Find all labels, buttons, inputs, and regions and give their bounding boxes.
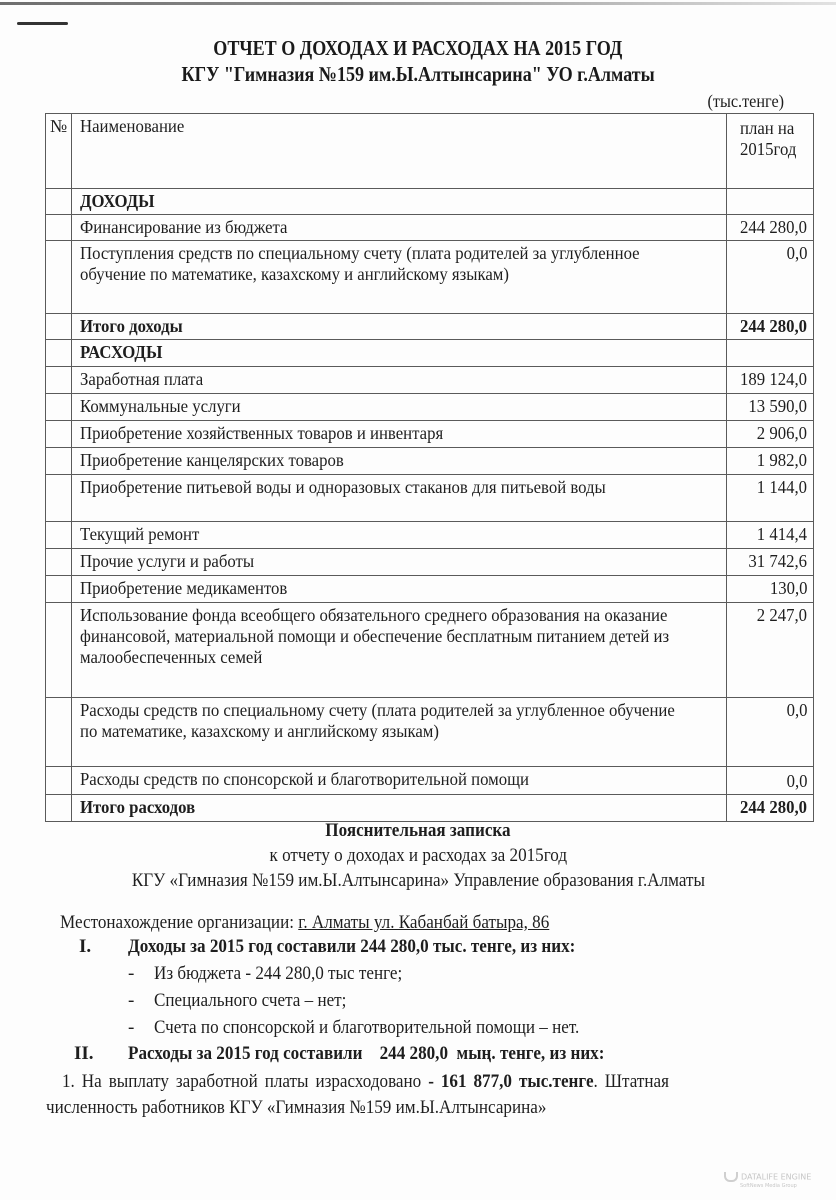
table-row [46,215,814,241]
table-row-total-income [46,314,814,340]
list-item: - Счета по спонсорской и благотворительной помощи – нет. [128,1017,580,1038]
row-value: 2 906,0 [727,421,814,448]
income-expense-table [45,113,814,822]
note-organization: КГУ «Гимназия №159 им.Ы.Алтынсарина» Управление образования г.Алматы [131,870,705,891]
section-2-text: Расходы за 2015 год составили 244 280,0 мың. тенге, из них: [128,1043,605,1064]
row-value: 244 280,0 [727,795,814,822]
scan-edge-line [0,2,836,5]
report-subtitle: КГУ "Гимназия №159 им.Ы.Алтынсарина" УО г.Алматы [181,62,655,86]
row-value: 13 590,0 [727,394,814,421]
row-value: 0,0 [727,767,814,795]
row-value: 1 144,0 [727,475,814,522]
address-line [60,912,604,934]
row-name: Финансирование из бюджета [72,215,727,241]
header-plan: план на 2015год [727,114,814,189]
row-value: 130,0 [727,576,814,603]
row-value: 244 280,0 [727,215,814,241]
row-name: Приобретение медикаментов [72,576,727,603]
datalife-logo-icon [724,1172,738,1182]
note-subheading: к отчету о доходах и расходах за 2015год [269,845,567,866]
row-value: 1 414,4 [727,522,814,549]
row-value: 2 247,0 [727,603,814,698]
table-row [46,241,814,314]
section-1-text: Доходы за 2015 год составили 244 280,0 тыс. тенге, из них: [128,936,576,957]
row-name: Коммунальные услуги [72,394,727,421]
row-name: Прочие услуги и работы [72,549,727,576]
table-row [46,367,814,394]
row-name: Поступления средств по специальному счету (плата родителей за углубленное обучение по математике, казахскому и английскому языкам) [72,241,727,314]
row-value: 189 124,0 [727,367,814,394]
table-row [46,475,814,522]
table-row [46,549,814,576]
table-row [46,767,814,795]
table-row [46,698,814,767]
row-value: 31 742,6 [727,549,814,576]
address-label: Местонахождение организации: [60,912,299,933]
table-row [46,603,814,698]
table-row [46,421,814,448]
row-value: 244 280,0 [727,314,814,340]
section-2-number: II. [74,1043,94,1064]
table-row-section-expenses [46,340,814,367]
row-name: Текущий ремонт [72,522,727,549]
row-value [727,189,814,215]
table-row [46,448,814,475]
row-value: 0,0 [727,698,814,767]
row-name: Использование фонда всеобщего обязательного среднего образования на оказание финансовой, материальной помощи и обеспечение бесплатным питанием детей из малообеспеченных семей [72,603,727,698]
table-row-section-income [46,189,814,215]
table-row-total-expenses [46,795,814,822]
paragraph-1-line-2: численность работников КГУ «Гимназия №159 им.Ы.Алтынсарина» [46,1097,547,1118]
header-name: Наименование [72,114,727,189]
header-num: № [46,114,72,189]
watermark: DATALIFE ENGINE SoftNews Media Group [724,1172,811,1190]
row-name: Приобретение канцелярских товаров [72,448,727,475]
row-value: 1 982,0 [727,448,814,475]
row-value: 0,0 [727,241,814,314]
pen-mark [17,22,68,25]
table-row [46,394,814,421]
report-title: ОТЧЕТ О ДОХОДАХ И РАСХОДАХ НА 2015 ГОД [213,36,623,60]
row-name: Итого расходов [72,795,727,822]
section-1-number: I. [79,936,92,957]
row-name: ДОХОДЫ [72,189,727,215]
row-name: Расходы средств по спонсорской и благотворительной помощи [72,767,727,795]
units-label: (тыс.тенге) [707,91,784,111]
row-name: Приобретение хозяйственных товаров и инвентаря [72,421,727,448]
row-name: Приобретение питьевой воды и одноразовых стаканов для питьевой воды [72,475,727,522]
table-row [46,522,814,549]
list-item: - Специального счета – нет; [128,990,347,1011]
address-value: г. Алматы ул. Кабанбай батыра, 86 [298,912,550,933]
row-value [727,340,814,367]
row-name: Расходы средств по специальному счету (плата родителей за углубленное обучение по математике, казахскому и английскому языкам) [72,698,727,767]
note-heading: Пояснительная записка [325,820,511,841]
row-name: Заработная плата [72,367,727,394]
list-item: - Из бюджета - 244 280,0 тыс тенге; [128,963,403,984]
table-header-row [46,114,814,189]
row-name: Итого доходы [72,314,727,340]
paragraph-1-line-1: 1. На выплату заработной платы израсходовано - 161 877,0 тыс.тенге. Штатная [62,1071,669,1092]
table-row [46,576,814,603]
row-name: РАСХОДЫ [72,340,727,367]
